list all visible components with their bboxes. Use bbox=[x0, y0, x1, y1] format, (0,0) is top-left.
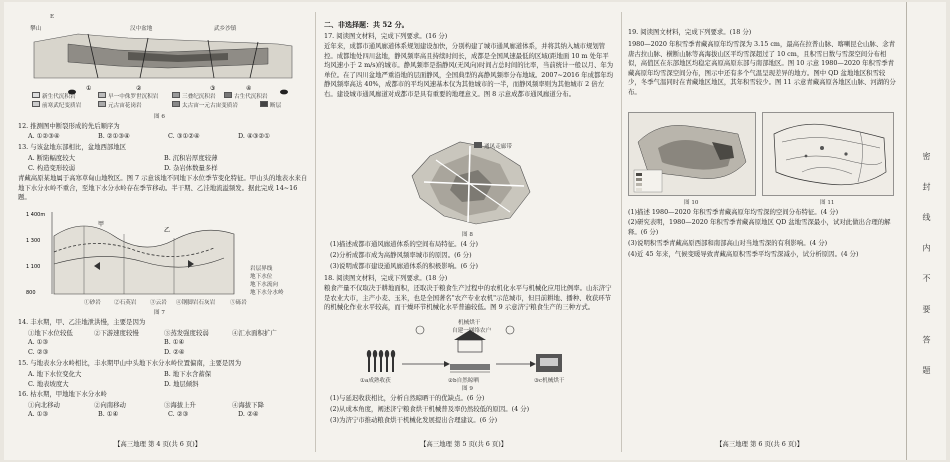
page-5 bbox=[320, 2, 616, 460]
svg-text:1 300: 1 300 bbox=[26, 238, 41, 244]
q19-part-2: (2)研究表明，1980—2020 年积雪季青藏高原地区 QD 盆地雪深最小，试对此做出合理的解释。(6 分) bbox=[628, 218, 891, 236]
svg-text:乙: 乙 bbox=[164, 227, 171, 234]
q19-part-4: (4)近 45 年来，气候变暖导致青藏高原积雪季平均雪深减小，试分析原因。(4 分) bbox=[628, 250, 859, 258]
fig6-legend bbox=[32, 92, 294, 112]
q12-option-a: A. ①②③④ bbox=[28, 132, 60, 140]
fig7-legend-item: 地下水流向 bbox=[250, 282, 278, 288]
figure-6-cross-section bbox=[28, 20, 298, 102]
q17-part-1: (1)描述成都市通风廊道体系的空间布局特征。(4 分) bbox=[330, 240, 478, 248]
fig6-legend-item: 古生代沉积岩 bbox=[234, 94, 268, 100]
page-divider bbox=[315, 12, 316, 452]
fig6-mountain-label: 攀山 bbox=[30, 26, 42, 32]
page-6 bbox=[626, 2, 898, 460]
figure-10-snow-depth-map bbox=[628, 112, 756, 196]
svg-text:1 100: 1 100 bbox=[26, 264, 41, 270]
q18-part-2: (2)从成本角度，阐述济宁粮食烘干机械普及率仍然较低的原因。(4 分) bbox=[330, 405, 530, 413]
svg-text:②: ② bbox=[136, 85, 142, 92]
svg-text:③: ③ bbox=[210, 85, 216, 92]
q14-option-c: C. ②③ bbox=[28, 348, 49, 356]
svg-text:④: ④ bbox=[246, 85, 252, 92]
fig7-legend-item: 岩层界线 bbox=[250, 266, 273, 272]
fig10-title: 图 10 bbox=[684, 200, 699, 206]
q15-option-c: C. 地表坡度大 bbox=[28, 380, 69, 388]
binding-margin bbox=[906, 2, 946, 460]
fig9-top-label: 机械烘干 bbox=[458, 320, 481, 326]
q17-material: 近年来，成都市通风廊道体系规划建设加快，分别构建了城市通风廊道体系，并将其纳入城市规划管控。成都地处四川盆地，静风频率高且持续时间长，成都是全国风速最低的区域(距地面 10 m 处年平均风速小于 2 m/s)的城市。静风频率是指静风(无风向)时间占总时间的比率，当前统计一般以月、年为单位。在了四川盆地严重沿地的层面静风，全国典型的高静风频率分布地域。2007~2016 年成都年均静风频率高达 40%，成都市的平均风速基本仅为其他城市的一半，而静风频率则为其他城市 2 倍左右。建设城市通风廊道对成都市是具有重要的地理意义。图 8 示意成都市通风廊道分布。 bbox=[324, 42, 614, 98]
fig7-rock-5: ⑤砾岩 bbox=[230, 300, 247, 306]
q18-part-3: (3)为济宁市推动粮食烘干机械化发展提出合理建议。(6 分) bbox=[330, 416, 498, 424]
exam-sheet bbox=[4, 2, 946, 460]
q16-option-d: D. ②④ bbox=[238, 410, 259, 418]
fig7-legend-item: 地下水分水岭 bbox=[250, 290, 284, 296]
q15-option-a: A. 地下水位变化大 bbox=[28, 370, 82, 378]
q18-part-1: (1)与延迟收获相比，分析自然晾晒干的优缺点。(6 分) bbox=[330, 394, 485, 402]
q16-option-c: C. ②③ bbox=[168, 410, 189, 418]
fig6-legend-item: 元古宙花岗岩 bbox=[108, 103, 142, 109]
q17-part-2: (2)分析成都市成为高静风频率城市的原因。(6 分) bbox=[330, 251, 472, 259]
q16-option-b: B. ①④ bbox=[98, 410, 119, 418]
svg-text:800: 800 bbox=[26, 290, 36, 296]
fig7-rock-2: ②石英岩 bbox=[114, 300, 137, 306]
q18-material: 粮食产量不仅取决于耕地面积，还取决于粮食生产过程中的农机化水平与机械化应用比例率。山东济宁是农业大市，主产小麦、玉米，也是全国著名"农产专业农机"示范城市，但目前耕地、播种、收获环节的机械化作业水平较高，而干燥环节机械化水平普遍较低。图 9 示意济宁粮食生产的三种方式。 bbox=[324, 284, 612, 312]
q17-part-3: (3)说明成都市建设通风廊道体系的积极影响。(6 分) bbox=[330, 262, 478, 270]
q15-option-b: B. 地下水含蓄保 bbox=[164, 370, 212, 378]
q19-part-3: (3)说明积雪季青藏高原西部和南部高山对当地雪深的有利影响。(4 分) bbox=[628, 239, 828, 247]
q15-option-d: D. 地层倾斜 bbox=[164, 380, 199, 388]
fig6-legend-item: 早一中侏罗世沉积岩 bbox=[108, 94, 159, 100]
question-15: 15. 与地表水分水岭相比，丰水期甲山中头地下水分水岭位置偏南，主要是因为 bbox=[18, 359, 242, 367]
fig11-title: 图 11 bbox=[820, 200, 835, 206]
fig7-rock-1: ①砂岩 bbox=[84, 300, 101, 306]
fig8-legend-swatch bbox=[474, 142, 482, 148]
fig9-step-2: ②b自然晾晒 bbox=[448, 378, 479, 384]
q14-option-b: B. ①④ bbox=[164, 338, 185, 346]
q14-stmt-3: ③蒸发强度较弱 bbox=[164, 329, 209, 337]
question-14: 14. 丰水期，甲、乙洼地泄洪慢，主要是因为 bbox=[18, 318, 146, 326]
question-19: 19. 阅读图文材料，完成下列要求。(18 分) bbox=[628, 28, 752, 36]
svg-text:1 400m: 1 400m bbox=[26, 212, 46, 218]
q14-stmt-1: ①地下水位较低 bbox=[28, 329, 73, 337]
page-4-footer: 【高三地理 第 4 页(共 6 页)】 bbox=[114, 440, 202, 448]
q19-material: 1980—2020 年积雪季青藏高原年均雪深为 3.15 cm，最高在拉普山脉、喀喇昆仑山脉、念青唐古拉山脉、横断山脉等高海拔山区平均雪深超过了 10 cm，且积雪日数与雪深空间分布相似，高值区在东部地区均稳定高原高原东部与南部地区。图 10 示意 1980—2020 年积雪季青藏高原年均雪深空间分布，图示中还有多个气温呈现差异的地方。图中 QD 盆地地区积雪较少，冬季气温同时在青藏地区地区，其年积雪较少。图 11 示意青藏高原各地区山脉、河湖的分布。 bbox=[628, 40, 896, 96]
q16-stmt-2: ②向南移动 bbox=[94, 401, 126, 409]
seal-line-notice: 密 封 线 内 不 要 答 题 bbox=[922, 152, 931, 384]
figure-8-chengdu-map bbox=[400, 136, 540, 228]
fig6-title: 图 6 bbox=[154, 114, 165, 120]
q13-option-a: A. 断陷幅度较大 bbox=[28, 154, 76, 162]
section-heading: 二、非选择题：共 52 分。 bbox=[324, 20, 409, 29]
q13-option-b: B. 沉积岩厚度较薄 bbox=[164, 154, 218, 162]
question-12: 12. 推测图中断裂形成的先后顺序为 bbox=[18, 122, 120, 130]
q13-option-c: C. 构造变形较弱 bbox=[28, 164, 76, 172]
q14-option-d: D. ②④ bbox=[164, 348, 185, 356]
fig6-city-label: 武乡沙镇 bbox=[214, 26, 237, 32]
q14-option-a: A. ①③ bbox=[28, 338, 49, 346]
fig6-legend-item: 断层 bbox=[270, 103, 282, 109]
q12-option-b: B. ②①③④ bbox=[98, 132, 130, 140]
question-16: 16. 枯水期，甲地地下水分水岭 bbox=[18, 390, 107, 398]
fig9-step-1: ①a成熟收获 bbox=[360, 378, 391, 384]
figure-11-mountains-rivers-map bbox=[762, 112, 894, 196]
q14-stmt-2: ②下游速度较慢 bbox=[94, 329, 139, 337]
q19-part-1: (1)描述 1980—2020 年积雪季青藏高原年均雪深的空间分布特征。(4 分) bbox=[628, 208, 839, 216]
question-13: 13. 与该盆地东部相比，盆地西部地区 bbox=[18, 143, 127, 151]
q14-stmt-4: ④汇水面积扩广 bbox=[232, 329, 277, 337]
fig6-legend-item: 太古宙一元古宙变质岩 bbox=[182, 103, 238, 109]
intro-14-16: 青藏高原某地属于高寒草甸山地牧区。图 7 示意该地不同地下水位季节变化特征。甲山头的地表水来自地下水分水岭不重合，至地下水分水岭存在季节移动。半干期、乙洼地流溢频发。据此完成 14~16 题。 bbox=[18, 174, 308, 202]
fig6-north-label: E bbox=[50, 14, 55, 20]
q16-option-a: A. ①③ bbox=[28, 410, 49, 418]
q16-stmt-1: ①向北移动 bbox=[28, 401, 60, 409]
fig6-basin-label: 汉中盆地 bbox=[130, 26, 153, 32]
fig9-top-label-2: 自建一网络农户 bbox=[452, 328, 492, 334]
fig7-legend-item: 地下水位 bbox=[250, 274, 273, 280]
svg-text:甲: 甲 bbox=[98, 221, 105, 228]
fig6-legend-item: 三叠纪沉积岩 bbox=[182, 94, 216, 100]
page-5-footer: 【高三地理 第 5 页(共 6 页)】 bbox=[420, 440, 508, 448]
fig9-title: 图 9 bbox=[462, 386, 473, 392]
question-18: 18. 阅读图文材料，完成下列要求。(18 分) bbox=[324, 274, 448, 282]
svg-text:①: ① bbox=[86, 85, 92, 92]
fig6-legend-item: 前寒武纪变质岩 bbox=[42, 103, 82, 109]
page-6-footer: 【高三地理 第 6 页(共 6 页)】 bbox=[716, 440, 804, 448]
page-divider bbox=[621, 12, 622, 452]
q12-option-c: C. ③①②④ bbox=[168, 132, 200, 140]
q16-stmt-3: ③海拔上升 bbox=[164, 401, 196, 409]
fig6-legend-item: 新生代沉积岩 bbox=[42, 94, 76, 100]
fig7-rock-3: ③云岩 bbox=[150, 300, 167, 306]
q13-option-d: D. 杂岩体数量多样 bbox=[164, 164, 218, 172]
fig7-rock-4: ④钢脚岩石灰岩 bbox=[176, 300, 216, 306]
q16-stmt-4: ④海拔下降 bbox=[232, 401, 264, 409]
question-17: 17. 阅读图文材料，完成下列要求。(16 分) bbox=[324, 32, 448, 40]
fig8-title: 图 8 bbox=[462, 232, 473, 238]
fig9-step-3: ③c机械烘干 bbox=[534, 378, 565, 384]
fig8-legend-label: 通风走廊带 bbox=[484, 144, 512, 150]
page-4 bbox=[14, 2, 310, 460]
fig7-title: 图 7 bbox=[154, 310, 165, 316]
q12-option-d: D. ④③②① bbox=[238, 132, 270, 140]
